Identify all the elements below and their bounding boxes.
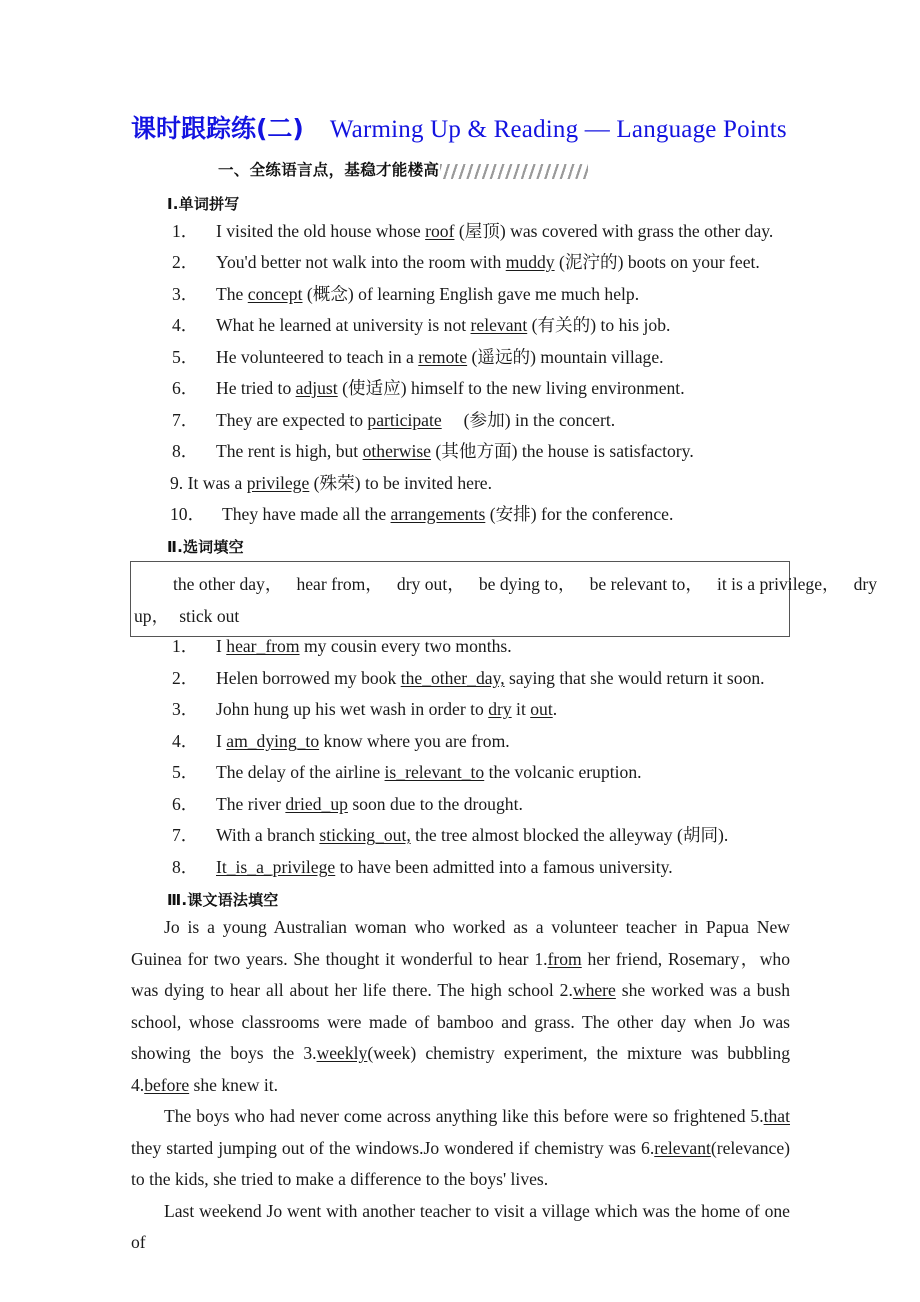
- cloze-item-4: [172, 732, 510, 751]
- item-text-post: the volcanic eruption.: [484, 762, 642, 782]
- item-answer: am_dying_to: [226, 731, 320, 751]
- spelling-item-4: [172, 316, 670, 335]
- section-banner: [218, 158, 588, 180]
- passage-text: she worked was a bush school, whose classrooms were made of bamboo and grass. The other day when Jo was showing the boys the 3.: [131, 980, 790, 1063]
- spelling-item-3: [172, 285, 639, 304]
- passage-paragraph-2: [131, 1101, 790, 1196]
- item-number: 6．: [172, 794, 199, 814]
- item-number: 9.: [170, 473, 184, 493]
- passage-text: (week) chemistry experiment, the mixture was bubbling 4.: [131, 1043, 790, 1095]
- item-number: 10．: [170, 504, 206, 524]
- item-text-pre: He volunteered to teach in a: [216, 347, 419, 367]
- item-text-pre: The delay of the airline: [216, 762, 385, 782]
- cloze-item-2: [172, 669, 765, 688]
- grammar-passage: [131, 912, 790, 1259]
- item-text-pre: The river: [216, 794, 286, 814]
- item-text-pre: The rent is high, but: [216, 441, 363, 461]
- cloze-item-5: [172, 763, 642, 782]
- item-answer: is_relevant_to: [384, 762, 485, 782]
- decorative-slashes-icon: [440, 164, 588, 179]
- item-answer: otherwise: [362, 441, 431, 461]
- item-answer: adjust: [295, 378, 338, 398]
- item-text-mid: it: [511, 699, 531, 719]
- section-two-heading: Ⅱ.选词填空: [167, 538, 244, 556]
- item-text-post: (遥远的) mountain village.: [467, 347, 664, 367]
- item-number: 7．: [172, 410, 199, 430]
- item-answer: roof: [425, 221, 455, 241]
- page-title-english: Warming Up & Reading — Language Points: [329, 116, 787, 143]
- spelling-item-1: [172, 222, 773, 241]
- word-bank-phrase: up，: [134, 606, 170, 626]
- item-answer: privilege: [246, 473, 310, 493]
- passage-text: Jo is a young Australian woman who worked as a volunteer teacher in Papua New Guinea for two years. She thought it wonderful to hear 1.: [131, 917, 790, 969]
- item-text-post: soon due to the drought.: [347, 794, 523, 814]
- passage-answer: relevant: [654, 1137, 711, 1158]
- item-text-post: saying that she would return it soon.: [504, 668, 765, 688]
- cloze-item-7: [172, 826, 728, 845]
- item-text-post: (殊荣) to be invited here.: [309, 473, 493, 493]
- item-answer: muddy: [505, 252, 555, 272]
- item-number: 8．: [172, 857, 199, 877]
- item-text-pre: I: [216, 731, 227, 751]
- passage-text: she knew it.: [189, 1074, 279, 1095]
- item-number: 6．: [172, 378, 199, 398]
- item-answer: hear_from: [226, 636, 300, 656]
- passage-text: The boys who had never come across anything like this before were so frightened 5.: [164, 1106, 764, 1126]
- item-text-pre: The: [216, 284, 248, 304]
- item-text-post: (安排) for the conference.: [485, 504, 674, 524]
- spelling-item-6: [172, 379, 685, 398]
- word-bank-phrase: it is a privilege，: [716, 574, 840, 594]
- item-text-post: (其他方面) the house is satisfactory.: [431, 441, 694, 461]
- word-bank-phrase: be dying to，: [478, 574, 576, 594]
- item-answer: arrangements: [390, 504, 486, 524]
- item-number: 1．: [172, 221, 199, 241]
- word-bank-phrase: the other day，: [173, 574, 283, 594]
- item-text-pre: I visited the old house whose: [216, 221, 426, 241]
- item-text-post: (泥泞的) boots on your feet.: [554, 252, 760, 272]
- item-text-post: the tree almost blocked the alleyway (胡同).: [410, 825, 729, 845]
- passage-answer: from: [547, 948, 582, 969]
- word-bank-line-1: [173, 571, 877, 596]
- item-number: 8．: [172, 441, 199, 461]
- word-bank-phrase: hear from，: [296, 574, 383, 594]
- section-banner-text: 一、全练语言点，基稳才能楼高: [218, 161, 440, 179]
- item-text-post: (使适应) himself to the new living environment.: [337, 378, 685, 398]
- passage-answer: weekly: [316, 1043, 368, 1063]
- passage-text: (relevance) to the kids, she tried to make a difference to the boys' lives.: [131, 1137, 790, 1189]
- passage-text: they started jumping out of the windows.Jo wondered if chemistry was 6.: [131, 1137, 655, 1158]
- cloze-item-3: [172, 700, 557, 719]
- item-text-post: (有关的) to his job.: [527, 315, 671, 335]
- item-answer-second: out: [530, 699, 553, 719]
- item-text-pre: They have made all the: [222, 504, 391, 524]
- cloze-item-8: [172, 858, 673, 877]
- item-text-pre: John hung up his wet wash in order to: [216, 699, 489, 719]
- item-number: 3．: [172, 699, 199, 719]
- spelling-item-8: [172, 442, 694, 461]
- passage-answer: where: [572, 980, 616, 1000]
- item-answer: dry: [488, 699, 512, 719]
- item-text-pre: You'd better not walk into the room with: [216, 252, 506, 272]
- item-text-post: (参加) in the concert.: [463, 410, 616, 430]
- spelling-item-10: [170, 505, 673, 524]
- spelling-item-7: [172, 411, 615, 430]
- item-answer: sticking_out,: [319, 825, 411, 845]
- item-answer: It_is_a_privilege: [216, 857, 336, 877]
- item-text-pre: What he learned at university is not: [216, 315, 471, 335]
- cloze-item-6: [172, 795, 523, 814]
- passage-paragraph-1: [131, 912, 790, 1101]
- passage-paragraph-3: [131, 1196, 790, 1259]
- spelling-item-2: [172, 253, 760, 272]
- passage-text: her friend, Rosemary，who was dying to hear all about her life there. The high school 2.: [131, 948, 790, 1000]
- passage-text: Last weekend Jo went with another teacher to visit a village which was the home of one of: [131, 1200, 790, 1252]
- word-bank-phrase: stick out: [179, 606, 240, 626]
- item-number: 5．: [172, 762, 199, 782]
- item-answer: concept: [247, 284, 303, 304]
- item-text-post: to have been admitted into a famous university.: [335, 857, 673, 877]
- passage-answer: that: [763, 1106, 790, 1126]
- word-bank-line-2: [134, 603, 239, 628]
- item-answer: remote: [418, 347, 468, 367]
- item-text-pre: Helen borrowed my book: [216, 668, 401, 688]
- word-bank-phrase: dry out，: [396, 574, 465, 594]
- item-answer: relevant: [470, 315, 528, 335]
- passage-answer: before: [144, 1074, 190, 1095]
- item-number: 4．: [172, 731, 199, 751]
- item-number: 2．: [172, 668, 199, 688]
- item-text-post: my cousin every two months.: [299, 636, 512, 656]
- section-one-heading: Ⅰ.单词拼写: [167, 195, 240, 213]
- word-bank-phrase: be relevant to，: [589, 574, 703, 594]
- page-title: [131, 109, 787, 145]
- item-text-post: know where you are from.: [319, 731, 510, 751]
- item-text-post: (屋顶) was covered with grass the other day.: [454, 221, 774, 241]
- item-number: 2．: [172, 252, 199, 272]
- item-number: 5．: [172, 347, 199, 367]
- item-text-pre: I: [216, 636, 227, 656]
- item-text-post: (概念) of learning English gave me much help.: [302, 284, 640, 304]
- item-answer: participate: [367, 410, 442, 430]
- item-number: 1．: [172, 636, 199, 656]
- item-number: 7．: [172, 825, 199, 845]
- page-title-chinese: 课时跟踪练(二): [131, 114, 304, 143]
- cloze-item-1: [172, 637, 512, 656]
- spelling-item-5: [172, 348, 664, 367]
- item-number: 3．: [172, 284, 199, 304]
- spelling-item-9: [170, 474, 492, 493]
- item-text-post: .: [552, 699, 558, 719]
- item-text-pre: It was a: [187, 473, 247, 493]
- item-text-pre: They are expected to: [216, 410, 368, 430]
- word-bank-phrase: dry: [853, 574, 878, 594]
- item-text-pre: With a branch: [216, 825, 320, 845]
- item-answer: dried_up: [285, 794, 348, 814]
- section-three-heading: Ⅲ.课文语法填空: [167, 891, 279, 909]
- item-answer: the_other_day,: [400, 668, 505, 688]
- item-number: 4．: [172, 315, 199, 335]
- item-text-pre: He tried to: [216, 378, 296, 398]
